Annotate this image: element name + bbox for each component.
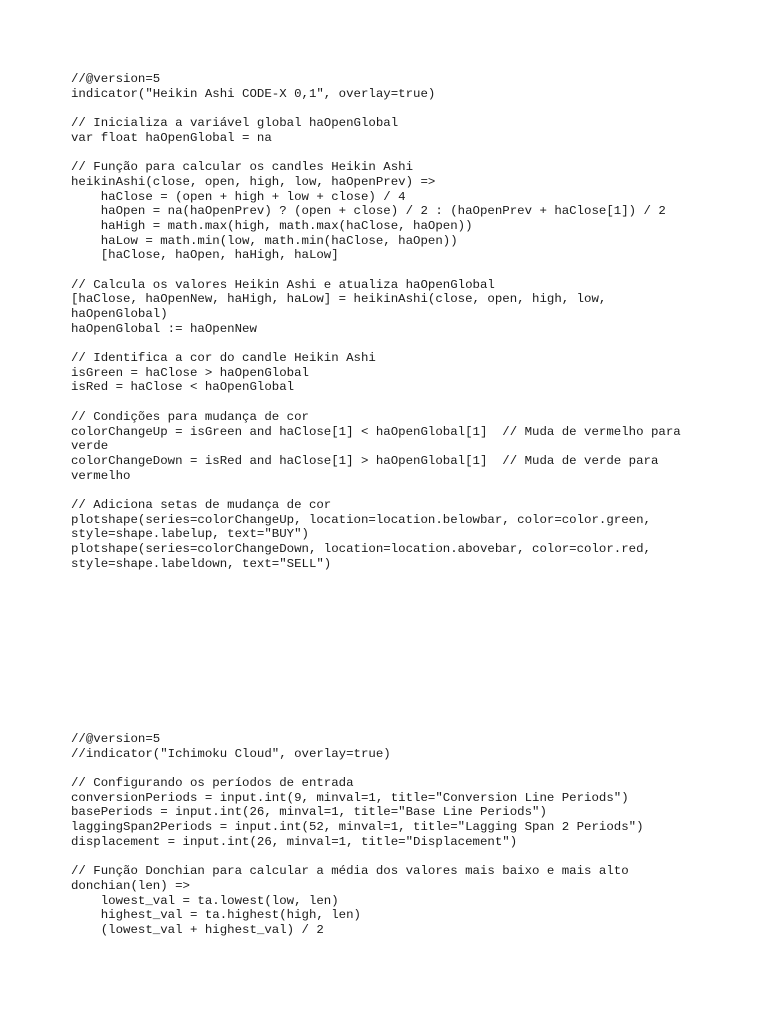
code-line: // Função para calcular os candles Heikin Ashi	[71, 160, 414, 175]
code-line: //indicator("Ichimoku Cloud", overlay=true)	[71, 746, 391, 761]
code-line	[71, 850, 644, 865]
code-line: lowest_val = ta.lowest(low, len)	[71, 893, 339, 908]
code-line: //@version=5	[71, 732, 161, 746]
code-line: // Configurando os períodos de entrada	[71, 776, 354, 791]
code-line: var float haOpenGlobal = na	[71, 130, 272, 145]
code-line: isRed = haClose < haOpenGlobal	[71, 380, 295, 395]
code-line: verde	[71, 439, 109, 454]
ichimoku-code-block	[71, 732, 644, 938]
code-line: //@version=5	[71, 72, 161, 86]
code-line: haHigh = math.max(high, math.max(haClose, haOpen))	[71, 218, 473, 233]
code-line	[71, 395, 681, 410]
code-line: (lowest_val + highest_val) / 2	[71, 922, 324, 937]
code-line: // Condições para mudança de cor	[71, 409, 309, 424]
code-line: // Calcula os valores Heikin Ashi e atualiza haOpenGlobal	[71, 277, 495, 292]
code-line	[71, 145, 681, 160]
code-line: indicator("Heikin Ashi CODE-X 0,1", overlay=true)	[71, 86, 436, 101]
code-line: style=shape.labelup, text="BUY")	[71, 527, 309, 542]
code-line: [haClose, haOpen, haHigh, haLow]	[71, 248, 339, 263]
code-line: haOpenGlobal)	[71, 307, 168, 321]
code-line	[71, 483, 681, 498]
code-line: colorChangeDown = isRed and haClose[1] > haOpenGlobal[1] // Muda de verde para	[71, 453, 659, 468]
code-line: // Função Donchian para calcular a média dos valores mais baixo e mais alto	[71, 864, 629, 879]
code-line: // Adiciona setas de mudança de cor	[71, 497, 332, 512]
code-line: haOpenGlobal := haOpenNew	[71, 321, 257, 336]
code-line: haLow = math.min(low, math.min(haClose, haOpen))	[71, 233, 458, 248]
code-line	[71, 336, 681, 351]
code-line: plotshape(series=colorChangeDown, location=location.abovebar, color=color.red,	[71, 542, 651, 556]
code-line: [haClose, haOpenNew, haHigh, haLow] = heikinAshi(close, open, high, low,	[71, 292, 607, 307]
code-line: plotshape(series=colorChangeUp, location=location.belowbar, color=color.green,	[71, 512, 651, 527]
code-line: heikinAshi(close, open, high, low, haOpenPrev) =>	[71, 174, 436, 189]
code-line: isGreen = haClose > haOpenGlobal	[71, 365, 309, 380]
code-line: donchian(len) =>	[71, 878, 190, 893]
code-line: conversionPeriods = input.int(9, minval=1, title="Conversion Line Periods")	[71, 790, 629, 805]
code-line	[71, 101, 681, 116]
code-line: style=shape.labeldown, text="SELL")	[71, 556, 332, 571]
code-line: haOpen = na(haOpenPrev) ? (open + close) / 2 : (haOpenPrev + haClose[1]) / 2	[71, 204, 666, 219]
code-line: laggingSpan2Periods = input.int(52, minval=1, title="Lagging Span 2 Periods")	[71, 820, 644, 835]
code-line	[71, 263, 681, 278]
code-line: displacement = input.int(26, minval=1, title="Displacement")	[71, 834, 518, 849]
code-line: // Inicializa a variável global haOpenGlobal	[71, 116, 399, 131]
heikin-ashi-code-block	[71, 72, 681, 571]
code-line	[71, 761, 644, 776]
code-line: haClose = (open + high + low + close) / 4	[71, 189, 406, 204]
code-line: // Identifica a cor do candle Heikin Ashi	[71, 351, 376, 366]
code-line: highest_val = ta.highest(high, len)	[71, 908, 361, 923]
code-line: vermelho	[71, 468, 131, 483]
code-line: colorChangeUp = isGreen and haClose[1] < haOpenGlobal[1] // Muda de vermelho para	[71, 424, 681, 439]
code-line: basePeriods = input.int(26, minval=1, title="Base Line Periods")	[71, 805, 547, 820]
